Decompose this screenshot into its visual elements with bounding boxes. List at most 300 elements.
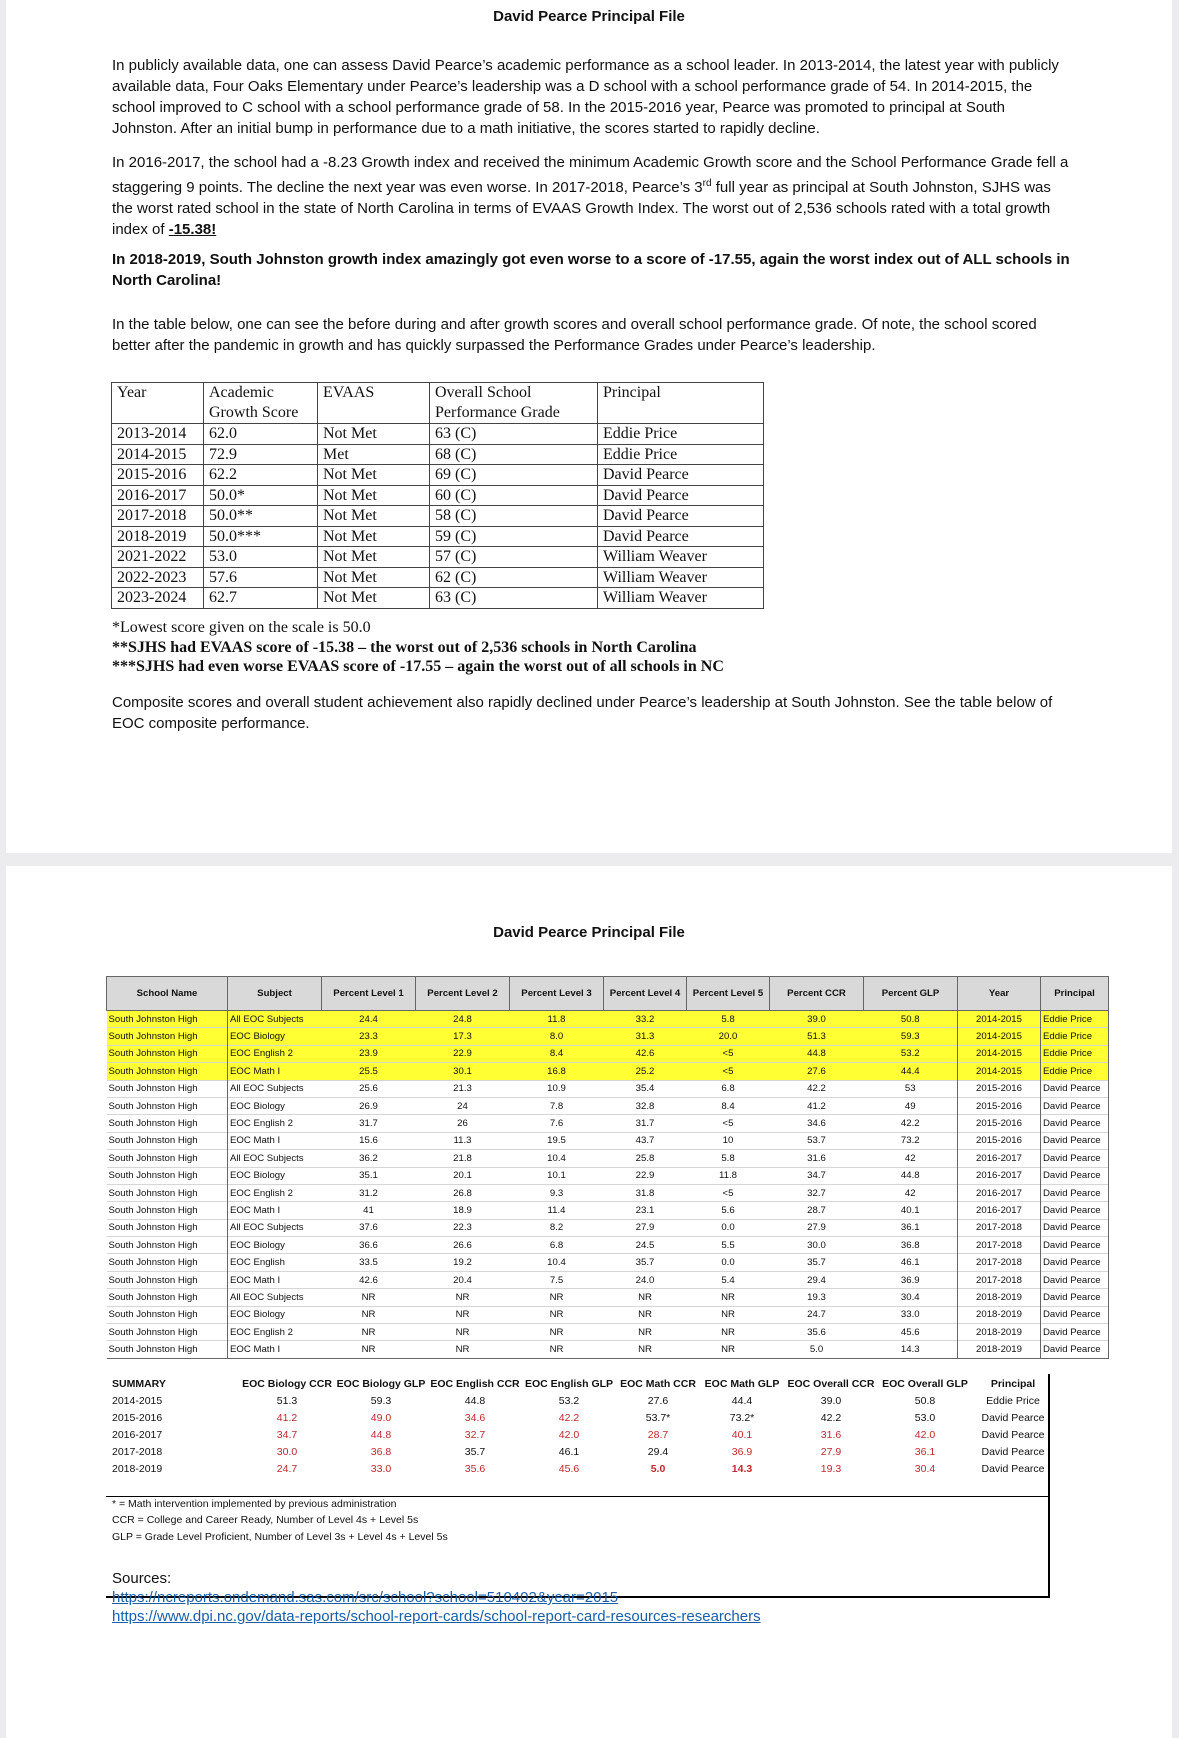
table-cell: 2023-2024 xyxy=(112,588,204,609)
table-row xyxy=(107,1202,1109,1219)
table-cell: Not Met xyxy=(318,485,430,506)
column-header: Percent Level 2 xyxy=(416,977,510,1011)
table-cell: David Pearce xyxy=(1041,1115,1109,1132)
table-cell: 30.4 xyxy=(914,1463,936,1476)
table-cell: South Johnston High xyxy=(107,1115,228,1132)
table-cell: 2016-2017 xyxy=(958,1167,1041,1184)
table-cell: 42 xyxy=(864,1184,958,1201)
table-cell: 53.7* xyxy=(645,1411,671,1424)
table-cell: 63 (C) xyxy=(430,424,598,445)
table-cell: 2013-2014 xyxy=(112,424,204,445)
table-cell: NR xyxy=(510,1324,604,1341)
table-header-row xyxy=(112,1376,1054,1392)
table-row xyxy=(107,1045,1109,1062)
table-row xyxy=(107,1011,1109,1028)
table-cell: 33.5 xyxy=(322,1254,416,1271)
table-cell: 16.8 xyxy=(510,1063,604,1080)
table-cell: 36.6 xyxy=(322,1237,416,1254)
table-cell: NR xyxy=(322,1289,416,1306)
table-cell: 29.4 xyxy=(647,1446,669,1459)
table-cell: 5.4 xyxy=(687,1271,770,1288)
table-cell: David Pearce xyxy=(1041,1132,1109,1149)
table-cell: 14.3 xyxy=(731,1463,753,1476)
table-cell: 34.7 xyxy=(770,1167,864,1184)
table-row xyxy=(112,1392,1054,1409)
table-cell: EOC English 2 xyxy=(228,1115,322,1132)
table-cell: David Pearce xyxy=(1041,1202,1109,1219)
table-cell: 5.8 xyxy=(687,1011,770,1028)
table-cell: David Pearce xyxy=(598,526,764,547)
table-cell: Eddie Price xyxy=(1041,1011,1109,1028)
table-row xyxy=(107,1237,1109,1254)
table-cell: South Johnston High xyxy=(107,1289,228,1306)
table-row xyxy=(112,465,764,486)
table-cell: NR xyxy=(322,1306,416,1323)
table-cell: 72.9 xyxy=(204,444,318,465)
table-cell: EOC Math I xyxy=(228,1271,322,1288)
table-cell: Not Met xyxy=(318,547,430,568)
table-cell: 44.8 xyxy=(464,1394,486,1407)
table-cell: 2017-2018 xyxy=(958,1219,1041,1236)
table-cell: NR xyxy=(416,1306,510,1323)
table-cell: David Pearce xyxy=(1041,1150,1109,1167)
note: ***SJHS had even worse EVAAS score of -17.55 – again the worst out of all schools in NC xyxy=(112,658,724,675)
table-cell: NR xyxy=(687,1324,770,1341)
table-cell: 45.6 xyxy=(864,1324,958,1341)
table-cell: 53.0 xyxy=(914,1411,936,1424)
table-cell: 51.3 xyxy=(276,1394,298,1407)
table-cell: 39.0 xyxy=(770,1011,864,1028)
table-row xyxy=(107,1341,1109,1358)
table-cell: 2017-2018 xyxy=(112,506,204,527)
table-cell: 31.3 xyxy=(604,1028,687,1045)
sources-label: Sources: xyxy=(112,1570,172,1587)
table-cell: 35.6 xyxy=(464,1463,486,1476)
table-cell: 58 (C) xyxy=(430,506,598,527)
table-cell: EOC English 2 xyxy=(228,1324,322,1341)
table-cell: 45.6 xyxy=(558,1463,580,1476)
table-cell: 31.6 xyxy=(820,1428,842,1441)
table-cell: 50.0** xyxy=(204,506,318,527)
table-cell: 33.0 xyxy=(370,1463,392,1476)
table-cell: David Pearce xyxy=(1041,1080,1109,1097)
table-cell: NR xyxy=(604,1306,687,1323)
table-cell: Eddie Price xyxy=(986,1394,1040,1407)
column-header: Subject xyxy=(228,977,322,1011)
table-cell: NR xyxy=(322,1341,416,1358)
table-cell: 53 xyxy=(864,1080,958,1097)
table-cell: South Johnston High xyxy=(107,1324,228,1341)
column-header: School Name xyxy=(107,977,228,1011)
table-row xyxy=(112,588,764,609)
table-cell: David Pearce xyxy=(981,1428,1045,1441)
table-cell: EOC English 2 xyxy=(228,1184,322,1201)
table-cell: 10 xyxy=(687,1132,770,1149)
table-cell: 31.7 xyxy=(322,1115,416,1132)
table-cell: 50.0*** xyxy=(204,526,318,547)
table-cell: EOC Biology xyxy=(228,1167,322,1184)
table-cell: South Johnston High xyxy=(107,1341,228,1358)
table-cell: 24.0 xyxy=(604,1271,687,1288)
table-cell: South Johnston High xyxy=(107,1132,228,1149)
table-cell: 44.8 xyxy=(770,1045,864,1062)
table-cell: NR xyxy=(416,1341,510,1358)
table-cell: 50.8 xyxy=(864,1011,958,1028)
table-row xyxy=(112,1461,1054,1478)
table-cell: 2018-2019 xyxy=(112,526,204,547)
table-cell: 2015-2016 xyxy=(112,465,204,486)
table-cell: 22.9 xyxy=(416,1045,510,1062)
page-title: David Pearce Principal File xyxy=(493,924,685,941)
table-cell: 5.5 xyxy=(687,1237,770,1254)
table-cell: 42.2 xyxy=(770,1080,864,1097)
table-header-row xyxy=(107,977,1109,1011)
table-cell: 33.0 xyxy=(864,1306,958,1323)
table-cell: 29.4 xyxy=(770,1271,864,1288)
column-header: Percent Level 1 xyxy=(322,977,416,1011)
table-cell: David Pearce xyxy=(981,1411,1045,1424)
table-cell: <5 xyxy=(687,1045,770,1062)
table-cell: David Pearce xyxy=(1041,1324,1109,1341)
table-cell: 0.0 xyxy=(687,1254,770,1271)
table-cell: South Johnston High xyxy=(107,1167,228,1184)
table-cell: 2016-2017 xyxy=(958,1202,1041,1219)
table-cell: South Johnston High xyxy=(107,1011,228,1028)
source-link[interactable]: https://www.dpi.nc.gov/data-reports/school-report-cards/school-report-card-resources-researchers xyxy=(112,1608,761,1625)
intro-paragraph: In publicly available data, one can assess David Pearce’s academic performance as a school leader. In 2013-2014, the latest year with publicly available data, Four Oaks Elementary under Pearce’s leadership was a D school with a school performance grade of 54. In 2014-2015, the school improved to C school with a school performance grade of 58. In the 2015-2016 year, Pearce was promoted to principal at South Johnston. After an initial bump in performance due to a math initiative, the scores started to rapidly decline. xyxy=(112,57,1059,137)
header-principal: Principal xyxy=(598,383,764,424)
table-cell: 21.3 xyxy=(416,1080,510,1097)
table-cell: David Pearce xyxy=(1041,1289,1109,1306)
table-cell: 43.7 xyxy=(604,1132,687,1149)
table-cell: NR xyxy=(416,1324,510,1341)
table-cell: 11.8 xyxy=(510,1011,604,1028)
table-row xyxy=(107,1097,1109,1114)
table-cell: 17.3 xyxy=(416,1028,510,1045)
table-cell: William Weaver xyxy=(598,588,764,609)
table-cell: 2017-2018 xyxy=(958,1254,1041,1271)
table-cell: EOC Biology xyxy=(228,1237,322,1254)
table-cell: 63 (C) xyxy=(430,588,598,609)
table-cell: 73.2* xyxy=(729,1411,755,1424)
table-row xyxy=(112,1409,1054,1426)
table-cell: 2015-2016 xyxy=(958,1132,1041,1149)
table-cell: 42.2 xyxy=(864,1115,958,1132)
table-cell: <5 xyxy=(687,1063,770,1080)
table-cell: 5.6 xyxy=(687,1202,770,1219)
table-cell: NR xyxy=(510,1289,604,1306)
table-cell: 0.0 xyxy=(687,1219,770,1236)
table-cell: 19.2 xyxy=(416,1254,510,1271)
table-cell: 59.3 xyxy=(370,1394,392,1407)
table-cell: EOC Math I xyxy=(228,1063,322,1080)
table-cell: 25.2 xyxy=(604,1063,687,1080)
table-cell: David Pearce xyxy=(1041,1237,1109,1254)
table-cell: NR xyxy=(510,1306,604,1323)
table-row xyxy=(107,1132,1109,1149)
table-cell: 2017-2018 xyxy=(958,1271,1041,1288)
table-cell: 31.8 xyxy=(604,1184,687,1201)
column-header: EOC Math CCR xyxy=(620,1378,696,1390)
table-row xyxy=(112,424,764,445)
table-cell: <5 xyxy=(687,1184,770,1201)
table-cell: 30.0 xyxy=(770,1237,864,1254)
table-cell: 40.1 xyxy=(731,1428,753,1441)
table-cell: 33.2 xyxy=(604,1011,687,1028)
table-row xyxy=(107,1028,1109,1045)
table-cell: 28.7 xyxy=(770,1202,864,1219)
table-row xyxy=(112,485,764,506)
table-cell: 2018-2019 xyxy=(958,1306,1041,1323)
table-cell: 32.7 xyxy=(770,1184,864,1201)
table-cell: 2018-2019 xyxy=(958,1324,1041,1341)
table-header-row xyxy=(112,383,764,424)
table-cell: 2016-2017 xyxy=(958,1150,1041,1167)
table-cell: 42.6 xyxy=(322,1271,416,1288)
page-title: David Pearce Principal File xyxy=(493,8,685,25)
table-cell: 34.6 xyxy=(770,1115,864,1132)
table-cell: 24.5 xyxy=(604,1237,687,1254)
table-cell: 44.4 xyxy=(864,1063,958,1080)
table-cell: 60 (C) xyxy=(430,485,598,506)
table-cell: 25.8 xyxy=(604,1150,687,1167)
table-cell: Eddie Price xyxy=(1041,1045,1109,1062)
table-cell: 2018-2019 xyxy=(958,1341,1041,1358)
header-academic-growth: Academic Growth Score xyxy=(204,383,318,424)
table-cell: 2014-2015 xyxy=(112,1394,163,1407)
table-cell: NR xyxy=(416,1289,510,1306)
table-cell: EOC Biology xyxy=(228,1306,322,1323)
table-cell: NR xyxy=(687,1289,770,1306)
table-cell: David Pearce xyxy=(598,465,764,486)
table-cell: David Pearce xyxy=(1041,1219,1109,1236)
table-cell: South Johnston High xyxy=(107,1184,228,1201)
table-cell: 26.8 xyxy=(416,1184,510,1201)
table-row xyxy=(107,1167,1109,1184)
table-cell: 7.8 xyxy=(510,1097,604,1114)
table-cell: South Johnston High xyxy=(107,1237,228,1254)
table-cell: 2016-2017 xyxy=(958,1184,1041,1201)
table-cell: 42.6 xyxy=(604,1045,687,1062)
table-cell: 36.9 xyxy=(731,1446,753,1459)
table-cell: 2021-2022 xyxy=(112,547,204,568)
table-cell: 34.6 xyxy=(464,1411,486,1424)
table-cell: 8.0 xyxy=(510,1028,604,1045)
table-cell: 5.8 xyxy=(687,1150,770,1167)
table-cell: 36.1 xyxy=(864,1219,958,1236)
table-cell: 9.3 xyxy=(510,1184,604,1201)
table-cell: 69 (C) xyxy=(430,465,598,486)
table-cell: 53.7 xyxy=(770,1132,864,1149)
table-cell: 62.2 xyxy=(204,465,318,486)
table-cell: David Pearce xyxy=(981,1446,1045,1459)
table-cell: 8.4 xyxy=(510,1045,604,1062)
legend-item: GLP = Grade Level Proficient, Number of Level 3s + Level 4s + Level 5s xyxy=(112,1530,448,1543)
column-header: EOC Overall CCR xyxy=(787,1378,875,1390)
table-cell: 23.1 xyxy=(604,1202,687,1219)
table-cell: 31.7 xyxy=(604,1115,687,1132)
column-header: Percent GLP xyxy=(864,977,958,1011)
table-cell: South Johnston High xyxy=(107,1150,228,1167)
column-header: Year xyxy=(958,977,1041,1011)
table-cell: All EOC Subjects xyxy=(228,1011,322,1028)
table-cell: 11.3 xyxy=(416,1132,510,1149)
table-row xyxy=(112,444,764,465)
table-cell: 2017-2018 xyxy=(112,1446,163,1459)
table-cell: 19.3 xyxy=(820,1463,842,1476)
table-cell: Eddie Price xyxy=(598,444,764,465)
table-cell: South Johnston High xyxy=(107,1306,228,1323)
table-cell: David Pearce xyxy=(598,506,764,527)
table-cell: 35.4 xyxy=(604,1080,687,1097)
table-cell: David Pearce xyxy=(1041,1341,1109,1358)
table-cell: 30.0 xyxy=(276,1446,298,1459)
table-cell: 2015-2016 xyxy=(958,1097,1041,1114)
table-cell: 51.3 xyxy=(770,1028,864,1045)
column-header: SUMMARY xyxy=(112,1378,166,1390)
table-cell: EOC Math I xyxy=(228,1341,322,1358)
table-cell: Not Met xyxy=(318,465,430,486)
column-header: Percent CCR xyxy=(770,977,864,1011)
table-cell: 34.7 xyxy=(276,1428,298,1441)
table-cell: 35.1 xyxy=(322,1167,416,1184)
table-cell: South Johnston High xyxy=(107,1254,228,1271)
document-page-1 xyxy=(6,0,1172,853)
table-cell: 2018-2019 xyxy=(112,1463,163,1476)
table-row xyxy=(107,1271,1109,1288)
table-cell: EOC English xyxy=(228,1254,322,1271)
table-cell: 30.4 xyxy=(864,1289,958,1306)
table-cell: EOC Math I xyxy=(228,1202,322,1219)
emphasis-paragraph: In 2018-2019, South Johnston growth index amazingly got even worse to a score of -17.55, again the worst index out of ALL schools in North Carolina! xyxy=(112,251,1070,289)
column-header: EOC English CCR xyxy=(430,1378,520,1390)
table-cell: 5.0 xyxy=(650,1463,666,1476)
table-row xyxy=(107,1289,1109,1306)
table-cell: 2015-2016 xyxy=(958,1080,1041,1097)
table-cell: 24.7 xyxy=(770,1306,864,1323)
table-cell: EOC Biology xyxy=(228,1097,322,1114)
table-cell: 24.4 xyxy=(322,1011,416,1028)
table-cell: All EOC Subjects xyxy=(228,1150,322,1167)
table-cell: 6.8 xyxy=(687,1080,770,1097)
table-cell: 42.0 xyxy=(914,1428,936,1441)
table-cell: 36.1 xyxy=(914,1446,936,1459)
sources-section xyxy=(112,1569,761,1626)
column-header: EOC Math GLP xyxy=(704,1378,780,1390)
table-cell: 22.3 xyxy=(416,1219,510,1236)
table-row xyxy=(107,1115,1109,1132)
table-cell: 26.9 xyxy=(322,1097,416,1114)
table-cell: 2014-2015 xyxy=(958,1045,1041,1062)
table-row xyxy=(112,1426,1054,1443)
summary-table xyxy=(112,1376,1054,1478)
table-cell: Not Met xyxy=(318,588,430,609)
table-cell: 6.8 xyxy=(510,1237,604,1254)
table-cell: David Pearce xyxy=(598,485,764,506)
table-cell: EOC Math I xyxy=(228,1132,322,1149)
table-cell: 5.0 xyxy=(770,1341,864,1358)
table-cell: 39.0 xyxy=(820,1394,842,1407)
table-cell: 49 xyxy=(864,1097,958,1114)
table-cell: 41.2 xyxy=(276,1411,298,1424)
table-cell: 23.3 xyxy=(322,1028,416,1045)
table-cell: 10.1 xyxy=(510,1167,604,1184)
table-cell: 46.1 xyxy=(558,1446,580,1459)
table-cell: 2018-2019 xyxy=(958,1289,1041,1306)
table-cell: 68 (C) xyxy=(430,444,598,465)
table-cell: 7.5 xyxy=(510,1271,604,1288)
table-cell: South Johnston High xyxy=(107,1097,228,1114)
table-cell: 22.9 xyxy=(604,1167,687,1184)
table-cell: 2015-2016 xyxy=(958,1115,1041,1132)
table-cell: 2014-2015 xyxy=(958,1028,1041,1045)
table-cell: South Johnston High xyxy=(107,1045,228,1062)
table-cell: 26.6 xyxy=(416,1237,510,1254)
table-cell: 42.2 xyxy=(820,1411,842,1424)
table-cell: 23.9 xyxy=(322,1045,416,1062)
column-header: Percent Level 5 xyxy=(687,977,770,1011)
table-cell: David Pearce xyxy=(1041,1097,1109,1114)
table-cell: 32.7 xyxy=(464,1428,486,1441)
table-cell: 40.1 xyxy=(864,1202,958,1219)
table-cell: 28.7 xyxy=(647,1428,669,1441)
table-cell: 24 xyxy=(416,1097,510,1114)
table-cell: 49.0 xyxy=(370,1411,392,1424)
column-header: EOC Biology CCR xyxy=(242,1378,332,1390)
eoc-performance-table xyxy=(106,976,1109,1359)
table-cell: 7.6 xyxy=(510,1115,604,1132)
column-header: Percent Level 3 xyxy=(510,977,604,1011)
source-link[interactable]: https://ncreports.ondemand.sas.com/src/school?school=510402&year=2015 xyxy=(112,1589,619,1606)
table-cell: 2014-2015 xyxy=(958,1011,1041,1028)
table-cell: 26 xyxy=(416,1115,510,1132)
table-cell: 50.8 xyxy=(914,1394,936,1407)
table-cell: NR xyxy=(510,1341,604,1358)
table-cell: 41.2 xyxy=(770,1097,864,1114)
table-cell: 62.7 xyxy=(204,588,318,609)
header-performance-grade: Overall School Performance Grade xyxy=(430,383,598,424)
table-cell: 59 (C) xyxy=(430,526,598,547)
table-cell: 2014-2015 xyxy=(112,444,204,465)
table-row xyxy=(112,506,764,527)
column-header: EOC English GLP xyxy=(524,1378,614,1390)
column-header: Percent Level 4 xyxy=(604,977,687,1011)
table-row xyxy=(107,1184,1109,1201)
table-cell: EOC English 2 xyxy=(228,1045,322,1062)
table-row xyxy=(107,1306,1109,1323)
table-cell: 10.4 xyxy=(510,1254,604,1271)
table-cell: Not Met xyxy=(318,526,430,547)
table-cell: 57 (C) xyxy=(430,547,598,568)
table-cell: 8.2 xyxy=(510,1219,604,1236)
table-cell: 73.2 xyxy=(864,1132,958,1149)
table-cell: 19.5 xyxy=(510,1132,604,1149)
table-cell: 20.1 xyxy=(416,1167,510,1184)
table-cell: 57.6 xyxy=(204,567,318,588)
table-cell: NR xyxy=(322,1324,416,1341)
table-cell: 46.1 xyxy=(864,1254,958,1271)
table-cell: South Johnston High xyxy=(107,1063,228,1080)
header-evaas: EVAAS xyxy=(318,383,430,424)
table-cell: 27.6 xyxy=(770,1063,864,1080)
table-cell: 35.7 xyxy=(464,1446,486,1459)
table-cell: 31.6 xyxy=(770,1150,864,1167)
table-cell: 27.6 xyxy=(647,1394,669,1407)
table-cell: 41 xyxy=(322,1202,416,1219)
growth-index-highlight: -15.38! xyxy=(168,221,217,238)
composite-paragraph: Composite scores and overall student achievement also rapidly declined under Pearce’s leadership at South Johnston. See the table below of EOC composite performance. xyxy=(112,694,1053,732)
table-cell: 2016-2017 xyxy=(112,1428,163,1441)
